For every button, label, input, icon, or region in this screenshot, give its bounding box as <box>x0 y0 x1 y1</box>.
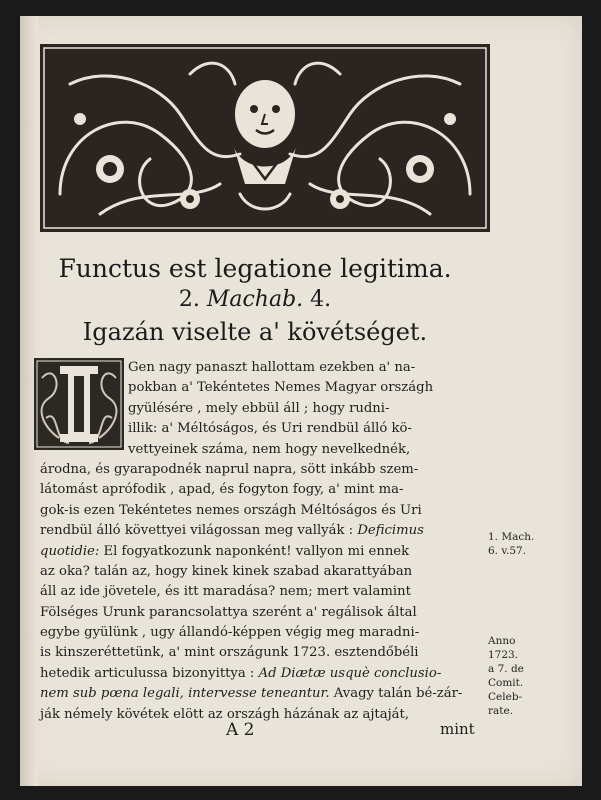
margin-note-line: 1723. <box>488 649 519 661</box>
margin-note-line: rate. <box>488 705 514 717</box>
text-segment: Avagy talán bé-zár- <box>333 686 463 702</box>
text-line: gok-is ezen Tekéntetes nemes országh Méltóságos és Uri <box>40 502 422 518</box>
margin-note-anno <box>488 634 524 718</box>
latin-quote: Deficimus <box>357 523 424 539</box>
text-line <box>40 664 482 684</box>
text-line: gyülésére , mely ebbül áll ; hogy rudni- <box>128 400 390 416</box>
text-line: Gen nagy panaszt hallottam ezekben a' na- <box>128 360 416 375</box>
text-segment: rendbül álló követtyei világossan meg vallyák : <box>40 523 354 539</box>
margin-note-maccabees <box>488 530 534 558</box>
margin-note-line: 6. v.57. <box>488 545 527 557</box>
text-line: látomást aprófodik , apad, és fogyton fogy, a' mint ma- <box>40 482 404 498</box>
latin-quote: Ad Diætæ usquè conclusio- <box>258 665 442 681</box>
margin-note-line: Comit. <box>488 677 524 689</box>
signature-mark: A 2 <box>226 720 255 740</box>
text-line: ják némely kövétek elött az országh házának az ajtaját, <box>40 706 410 722</box>
margin-note-line: 1. Mach. <box>488 531 535 543</box>
text-line: árodna, és gyarapodnék naprul napra, sött inkább szem- <box>40 461 419 477</box>
text-segment: El fogyatkozunk naponként! vallyon mi ennek <box>103 543 410 559</box>
text-line: az oka? talán az, hogy kinek kinek szabad akarattyában <box>40 563 413 579</box>
body-text <box>40 358 482 725</box>
scripture-reference <box>40 287 470 312</box>
text-line: áll az ide jövetele, és itt maradása? nem; mert valamint <box>40 584 411 600</box>
ornamental-headpiece <box>40 44 490 232</box>
catchword: mint <box>440 720 475 738</box>
margin-note-line: Celeb- <box>488 691 523 703</box>
text-line: Fölséges Urunk parancsolattya szerént a' regálisok által <box>40 604 417 620</box>
text-line <box>40 542 482 562</box>
margin-note-line: a 7. de <box>488 663 524 675</box>
page-title: Functus est legatione legitima. <box>58 254 452 283</box>
margin-note-line: Anno <box>488 635 516 647</box>
reference-chapter: 4. <box>310 287 332 312</box>
text-line: egybe gyülünk , ugy állandó-képpen végig meg maradni- <box>40 625 420 641</box>
latin-quote: nem sub pœna legali, intervesse teneantur. <box>40 686 330 702</box>
latin-quote: quotidie: <box>40 543 100 559</box>
hungarian-title: Igazán viselte a' kövétséget. <box>82 318 428 346</box>
text-segment: hetedik articulussa bizonyittya : <box>40 665 255 681</box>
text-line <box>40 684 482 704</box>
text-line: is kinszeréttetünk, a' mint országunk 1723. esztendőbéli <box>40 645 419 661</box>
reference-book: Machab. <box>206 287 304 312</box>
text-line <box>40 521 482 541</box>
text-line: vettyeinek száma, nem hogy nevelkednék, <box>128 441 411 457</box>
text-line: pokban a' Tekéntetes Nemes Magyar országh <box>128 380 434 396</box>
text-line: illik: a' Méltóságos, és Uri rendbül álló kö- <box>128 421 412 437</box>
reference-number: 2. <box>178 287 200 312</box>
